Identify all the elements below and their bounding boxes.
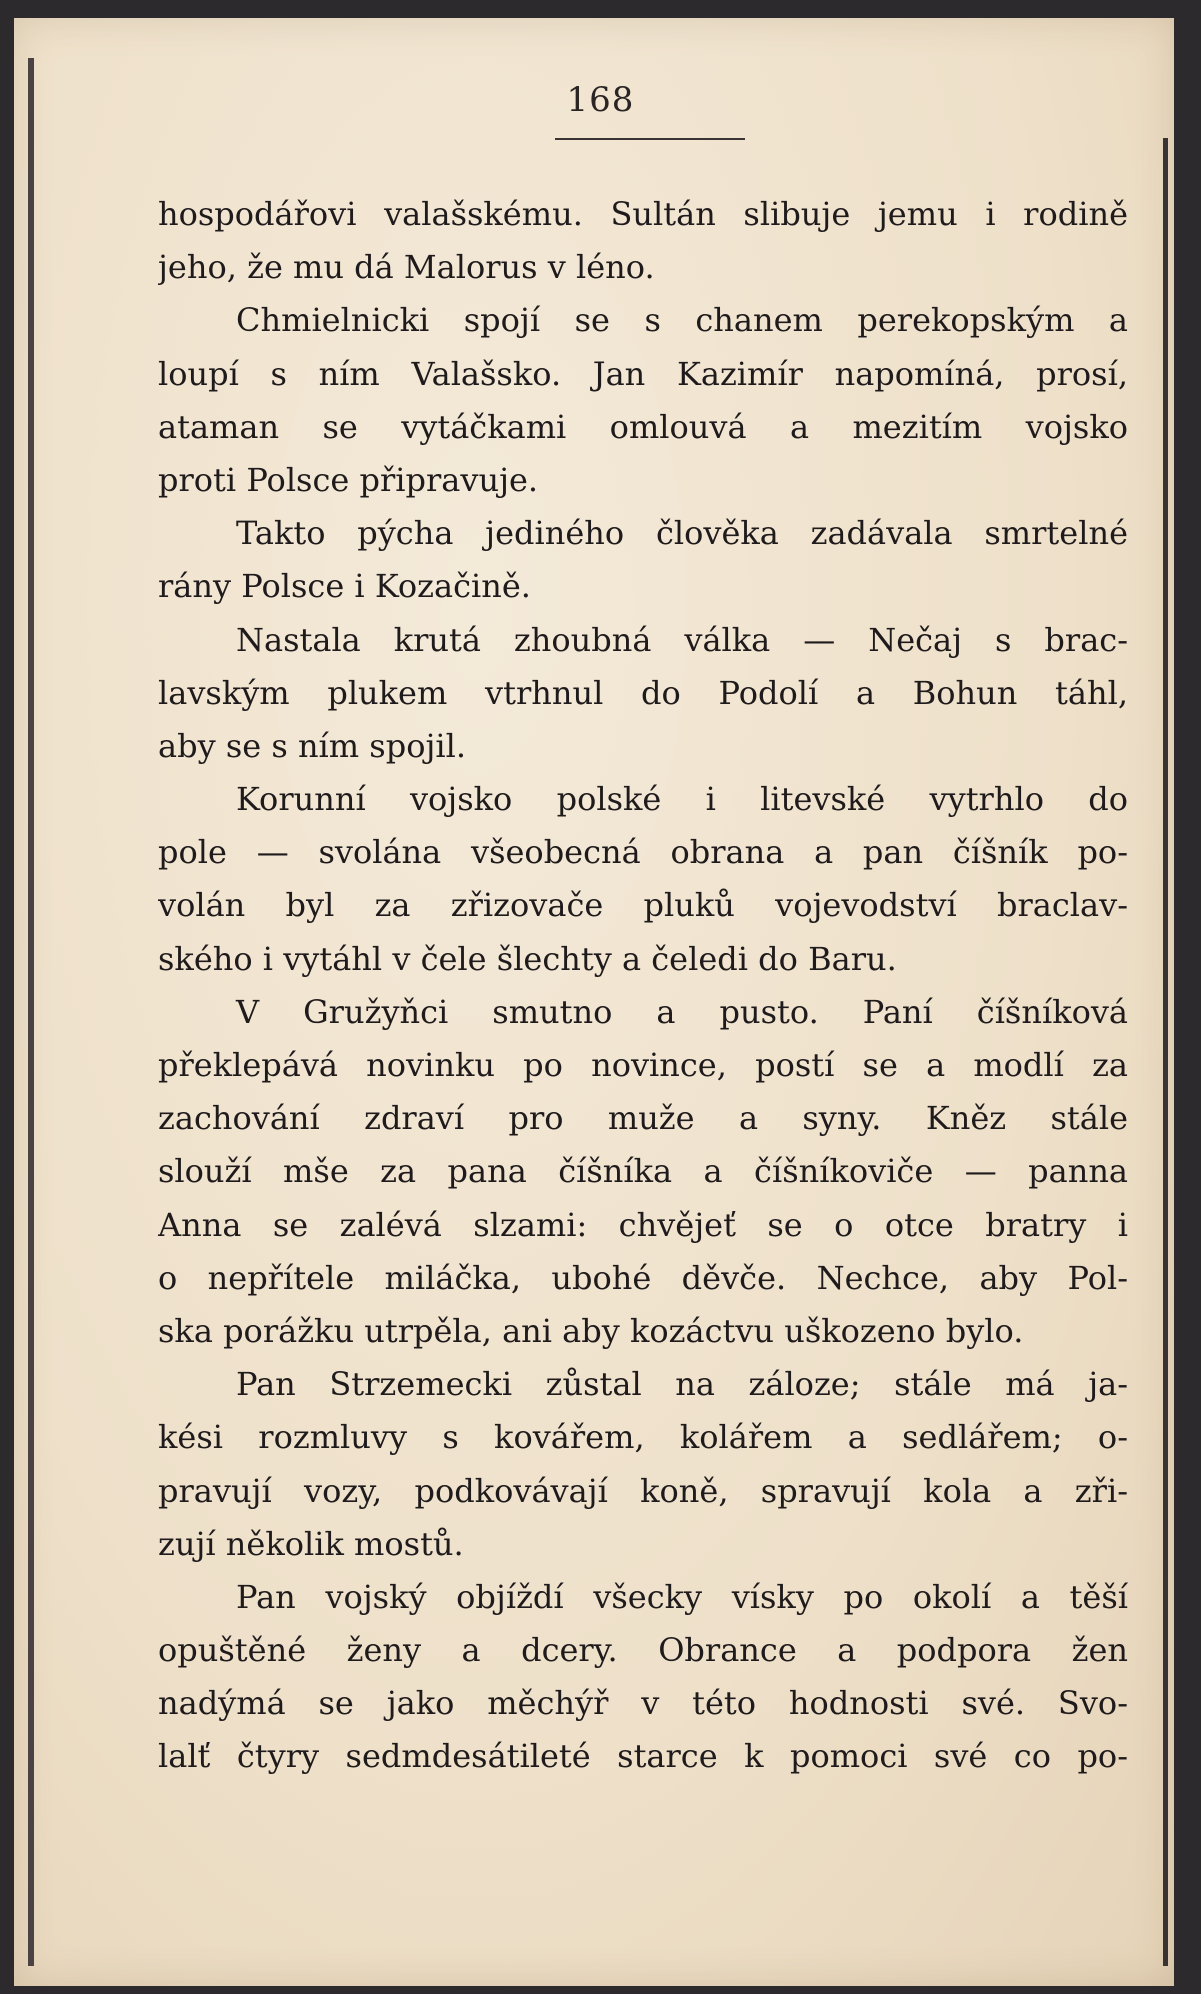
text-line: Nastala krutá zhoubná válka — Nečaj s brac-: [236, 620, 1128, 659]
text-line: Pan Strzemecki zůstal na záloze; stále má ja-: [236, 1365, 1128, 1404]
body-text: [158, 188, 1128, 1784]
page-number-rule: [555, 138, 745, 140]
text-line: překlepává novinku po novince, postí se a modlí za: [158, 1046, 1128, 1084]
text-line: ska porážku utrpěla, ani aby kozáctvu uškozeno bylo.: [158, 1311, 1024, 1350]
page-binding-edge: [28, 58, 34, 1966]
text-line: o nepřítele miláčka, ubohé děvče. Nechce, aby Pol-: [158, 1258, 1128, 1297]
text-line: ataman se vytáčkami omlouvá a mezitím vojsko: [158, 407, 1128, 446]
text-line: lalť čtyry sedmdesátileté starce k pomoci své co po-: [158, 1737, 1128, 1776]
text-line: nadýmá se jako měchýř v této hodnosti své. Svo-: [158, 1684, 1128, 1723]
text-line: slouží mše za pana číšníka a číšníkoviče — panna: [158, 1152, 1128, 1191]
text-line: V Gružyňci smutno a pusto. Paní číšníková: [236, 992, 1128, 1031]
text-line: volán byl za zřizovače pluků vojevodství braclav-: [158, 886, 1128, 925]
text-line: Chmielnicki spojí se s chanem perekopským a: [236, 301, 1128, 340]
text-line: Takto pýcha jediného člověka zadávala smrtelné: [236, 514, 1128, 553]
text-line: proti Polsce připravuje.: [158, 460, 539, 499]
text-line: rány Polsce i Kozačině.: [158, 567, 531, 606]
text-line: aby se s ním spojil.: [158, 726, 467, 765]
text-line: zují několik mostů.: [158, 1524, 464, 1563]
text-line: lavským plukem vtrhnul do Podolí a Bohun táhl,: [158, 673, 1128, 712]
text-line: Pan vojský objíždí všecky vísky po okolí a těší: [236, 1577, 1128, 1616]
text-line: kési rozmluvy s kovářem, kolářem a sedlářem; o-: [158, 1418, 1128, 1457]
text-line: pole — svolána všeobecná obrana a pan číšník po-: [158, 833, 1128, 872]
text-line: ského i vytáhl v čele šlechty a čeledi do Baru.: [158, 939, 897, 978]
text-line: loupí s ním Valašsko. Jan Kazimír napomíná, prosí,: [158, 354, 1128, 393]
text-line: jeho, že mu dá Malorus v léno.: [158, 248, 655, 287]
page-outer-edge: [1163, 138, 1168, 1966]
page-number: 168: [566, 80, 635, 120]
text-line: pravují vozy, podkovávají koně, spravují kola a zři-: [158, 1471, 1128, 1510]
text-line: Korunní vojsko polské i litevské vytrhlo do: [236, 780, 1128, 819]
text-line: Anna se zalévá slzami: chvějeť se o otce bratry i: [158, 1205, 1128, 1244]
text-line: hospodářovi valašskému. Sultán slibuje jemu i rodině: [158, 195, 1128, 233]
text-line: opuštěné ženy a dcery. Obrance a podpora žen: [158, 1631, 1128, 1670]
text-line: zachování zdraví pro muže a syny. Kněz stále: [158, 1099, 1128, 1138]
